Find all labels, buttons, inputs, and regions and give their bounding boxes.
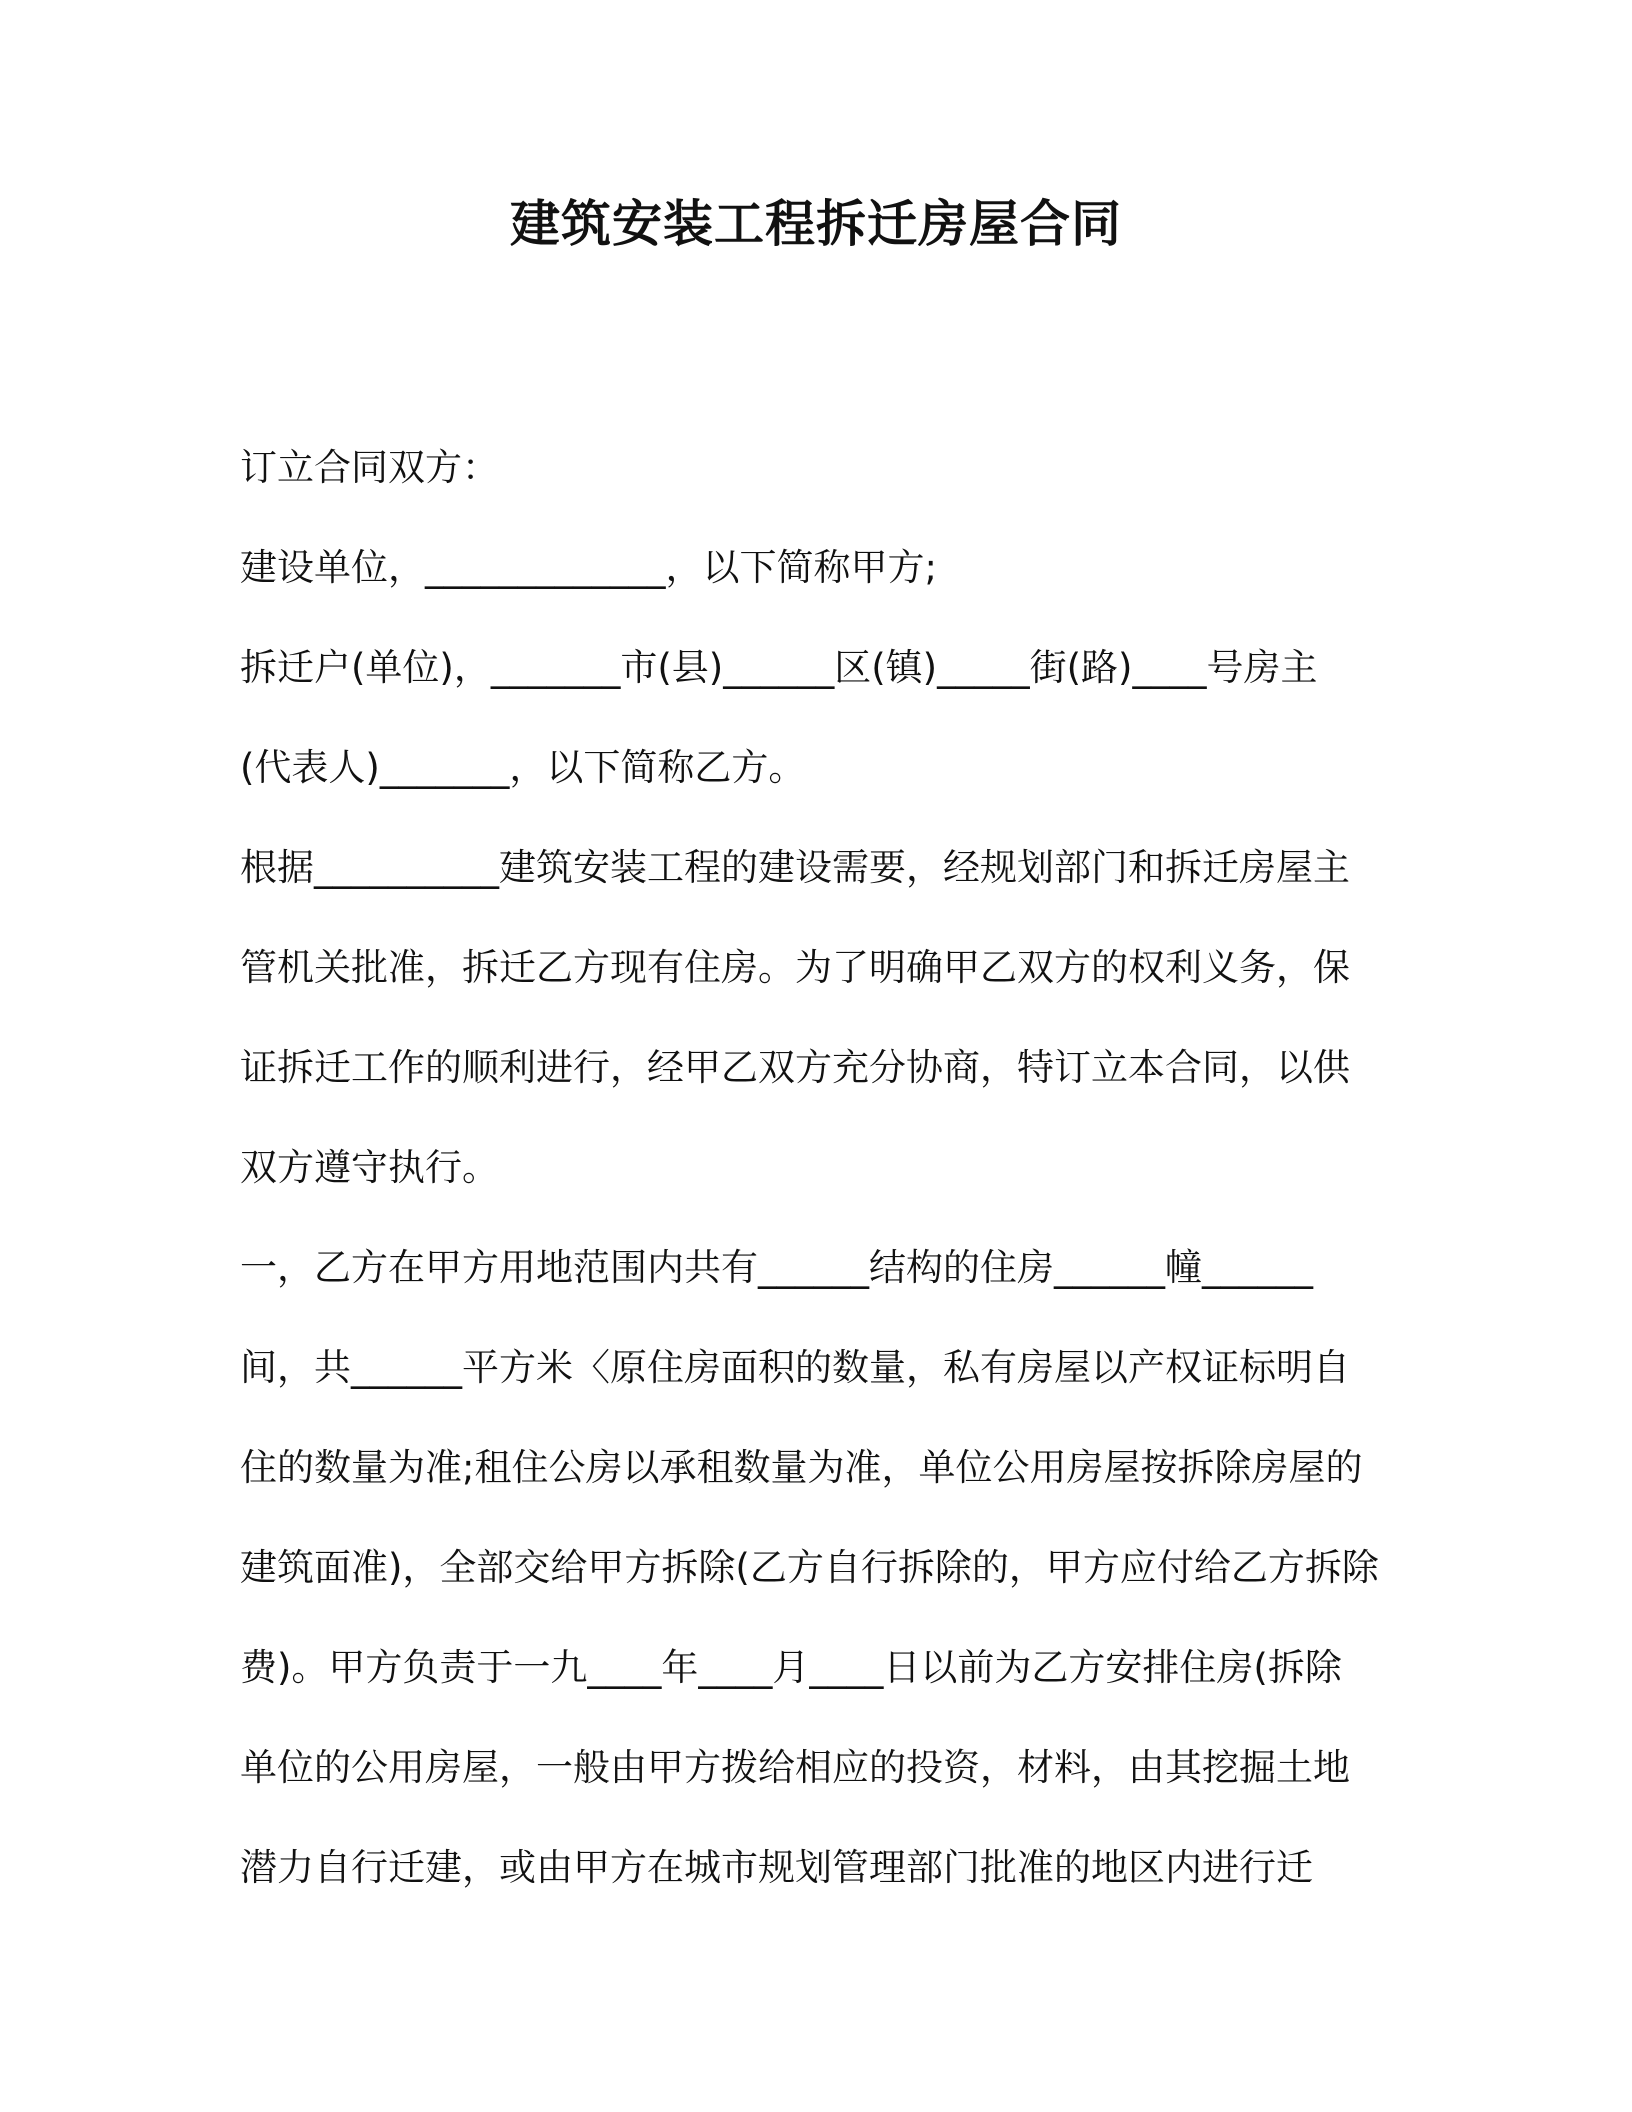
body-line: 双方遵守执行。: [240, 1146, 499, 1189]
body-line: 订立合同双方：: [240, 446, 499, 489]
body-line: (代表人)_______，以下简称乙方。: [240, 746, 806, 789]
body-line: 证拆迁工作的顺利进行，经甲乙双方充分协商，特订立本合同，以供: [240, 1046, 1350, 1089]
body-line: 费)。甲方负责于一九____年____月____日以前为乙方安排住房(拆除: [240, 1646, 1342, 1689]
body-line: 一，乙方在甲方用地范围内共有______结构的住房______幢______: [240, 1246, 1313, 1289]
body-line: 潜力自行迁建，或由甲方在城市规划管理部门批准的地区内进行迁: [240, 1846, 1313, 1889]
body-line: 单位的公用房屋，一般由甲方拨给相应的投资，材料，由其挖掘土地: [240, 1746, 1350, 1789]
document-title: 建筑安装工程拆迁房屋合同: [510, 195, 1122, 253]
body-line: 根据__________建筑安装工程的建设需要，经规划部门和拆迁房屋主: [240, 846, 1350, 889]
body-line: 管机关批准，拆迁乙方现有住房。为了明确甲乙双方的权利义务，保: [240, 946, 1350, 989]
body-line: 间，共______平方米〈原住房面积的数量，私有房屋以产权证标明自: [240, 1346, 1350, 1389]
body-line: 拆迁户(单位)，_______市(县)______区(镇)_____街(路)____号房主: [240, 646, 1318, 689]
body-line: 建筑面准)，全部交给甲方拆除(乙方自行拆除的，甲方应付给乙方拆除: [240, 1546, 1379, 1589]
document-body: [240, 418, 1400, 1918]
body-line: 建设单位，_____________，以下简称甲方;: [240, 546, 937, 589]
body-line: 住的数量为准;租住公房以承租数量为准，单位公用房屋按拆除房屋的: [240, 1446, 1363, 1489]
